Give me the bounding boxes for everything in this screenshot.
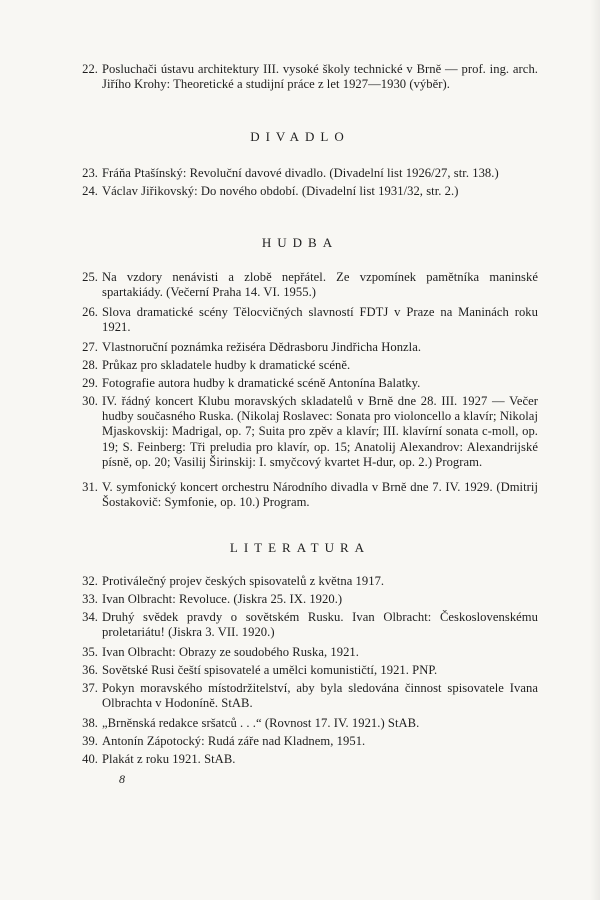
list-item: [70, 394, 538, 470]
list-item: [70, 376, 538, 391]
entry-number: 36.: [82, 663, 98, 677]
entry-text: Sovětské Rusi čeští spisovatelé a umělci komunističtí, 1921. PNP.: [102, 663, 438, 677]
entry-text: Ivan Olbracht: Revoluce. (Jiskra 25. IX. 1920.): [102, 592, 343, 606]
entry-text: Posluchači ústavu architektury III. vysoké školy technické v Brně — prof. ing. arch. Jiřího Krohy: Theoretické a studijní práce z let 1927—1930 (výběr).: [102, 62, 538, 92]
entry-text: Plakát z roku 1921. StAB.: [102, 752, 236, 766]
list-item: [70, 734, 538, 749]
section-heading-divadlo: DIVADLO: [250, 129, 350, 144]
entry-number: 26.: [82, 305, 98, 319]
entry-number: 29.: [82, 376, 98, 390]
entry-number: 34.: [82, 610, 98, 624]
entry-number: 24.: [82, 184, 98, 198]
entry-text: Antonín Zápotocký: Rudá záře nad Kladnem, 1951.: [102, 734, 366, 748]
list-item: [70, 340, 538, 355]
entry-text: Ivan Olbracht: Obrazy ze soudobého Ruska, 1921.: [102, 645, 359, 659]
entry-text: IV. řádný koncert Klubu moravských skladatelů v Brně dne 28. III. 1927 — Večer hudby současného Ruska. (Nikolaj Roslavec: Sonata pro violoncello a klavír; Nikolaj Mjaskovskij: Madrigal, op. 7; Suita pro zpěv a klavír; III. klavírní sonata c-moll, op. 19; S. Feinberg: Tři preludia pro klavír, op. 15; Anatolij Alexandrov: Alexandrijské písně, op. 20; Vasilij Širinskij: I. smyčcový kvartet H-dur, op. 2.) Program.: [102, 394, 538, 469]
entry-number: 31.: [82, 480, 98, 494]
entry-text: Protiválečný projev českých spisovatelů z května 1917.: [102, 574, 385, 588]
entry-number: 38.: [82, 716, 98, 730]
entry-number: 37.: [82, 681, 98, 695]
entry-text: Druhý svědek pravdy o sovětském Rusku. Ivan Olbracht: Československému proletariátu! (Jiskra 3. VII. 1920.): [102, 610, 538, 640]
list-item: [70, 184, 538, 199]
entry-text: Václav Jiřikovský: Do nového období. (Divadelní list 1931/32, str. 2.): [102, 184, 459, 198]
entry-number: 33.: [82, 592, 98, 606]
page-number: 8: [119, 772, 125, 786]
entry-text: Vlastnoruční poznámka režiséra Dědrasboru Jindřicha Honzla.: [102, 340, 422, 354]
list-item: [70, 166, 538, 181]
entry-number: 39.: [82, 734, 98, 748]
entry-text: Průkaz pro skladatele hudby k dramatické scéně.: [102, 358, 351, 372]
entry-number: 28.: [82, 358, 98, 372]
list-item: [70, 716, 538, 731]
entry-text: V. symfonický koncert orchestru Národního divadla v Brně dne 7. IV. 1929. (Dmitrij Šostakovič: Symfonie, op. 10.) Program.: [102, 480, 538, 510]
list-item: [70, 574, 538, 589]
entry-number: 30.: [82, 394, 98, 408]
entry-number: 27.: [82, 340, 98, 354]
list-item: [70, 752, 538, 767]
entry-text: Fotografie autora hudby k dramatické scéně Antonína Balatky.: [102, 376, 421, 390]
entry-number: 22.: [82, 62, 98, 76]
entry-number: 23.: [82, 166, 98, 180]
entry-number: 32.: [82, 574, 98, 588]
entry-text: Pokyn moravského místodržitelství, aby byla sledována činnost spisovatele Ivana Olbrachta v Hodoníně. StAB.: [102, 681, 538, 711]
entry-number: 25.: [82, 270, 98, 284]
entry-text: Na vzdory nenávisti a zlobě nepřátel. Ze vzpomínek pamětníka maninské spartakiády. (Večerní Praha 14. VI. 1955.): [102, 270, 538, 300]
section-heading-hudba: HUDBA: [261, 235, 339, 250]
list-item: [70, 610, 538, 640]
list-item: [70, 358, 538, 373]
list-item: [70, 681, 538, 711]
entry-number: 35.: [82, 645, 98, 659]
list-item: [70, 270, 538, 300]
entry-text: Slova dramatické scény Tělocvičných slavností FDTJ v Praze na Maninách roku 1921.: [102, 305, 538, 335]
list-item: [70, 305, 538, 335]
list-item: [70, 62, 538, 92]
list-item: [70, 480, 538, 510]
list-item: [70, 663, 538, 678]
entry-number: 40.: [82, 752, 98, 766]
list-item: [70, 645, 538, 660]
entry-text: Fráňa Ptašínský: Revoluční davové divadlo. (Divadelní list 1926/27, str. 138.): [102, 166, 499, 180]
entry-text: „Brněnská redakce sršatců . . .“ (Rovnost 17. IV. 1921.) StAB.: [102, 716, 420, 730]
list-item: [70, 592, 538, 607]
section-heading-literatura: LITERATURA: [229, 540, 371, 555]
